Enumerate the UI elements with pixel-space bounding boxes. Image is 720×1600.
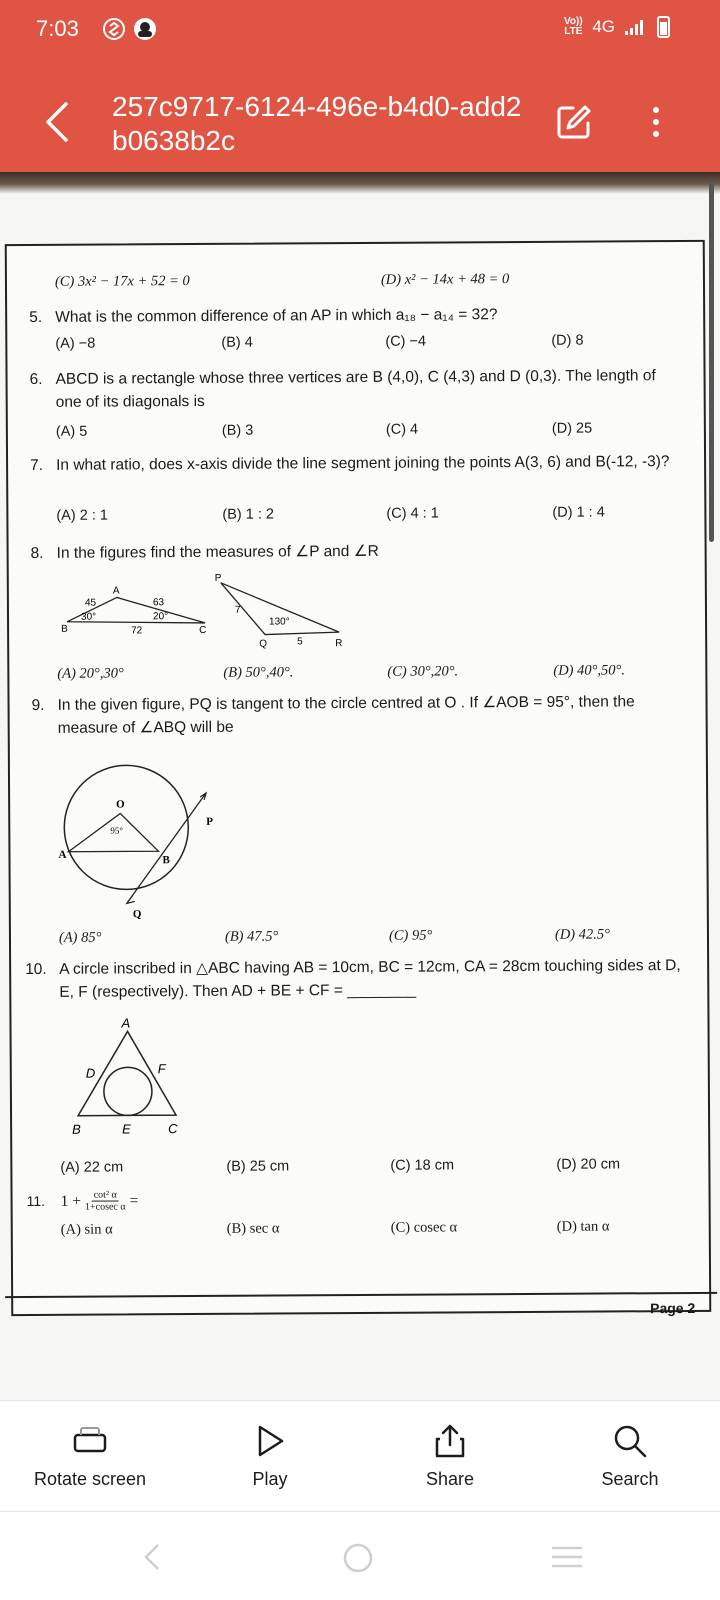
label-p: P — [214, 572, 222, 584]
question-number: 9. — [31, 696, 45, 714]
option: (C) 4 — [385, 421, 419, 438]
search-button[interactable] — [540, 1401, 720, 1513]
question-text: In the given figure, PQ is tangent to the circle centred at O . If ∠AOB = 95°, then the measure of ∠ABQ will be — [57, 693, 635, 737]
numerator: cot² α — [92, 1189, 119, 1201]
rotate-screen-button[interactable] — [0, 1401, 180, 1513]
option: (D) 25 — [551, 420, 593, 437]
nav-home-icon[interactable] — [342, 1542, 374, 1574]
option: (C) 30°,20°. — [387, 663, 459, 680]
option: (A) sin α — [60, 1221, 113, 1238]
option: (B) 3 — [221, 422, 254, 439]
label-c: C — [199, 624, 207, 636]
question-number: 7. — [30, 456, 44, 474]
label-b: B — [61, 623, 68, 635]
label-q: Q — [259, 638, 267, 650]
option: (D) 20 cm — [556, 1156, 621, 1173]
question-8 — [30, 538, 687, 565]
question-number: 6. — [29, 370, 43, 388]
q10-options — [60, 1156, 680, 1182]
side-qr: 5 — [297, 636, 303, 648]
more-options-icon[interactable] — [648, 104, 664, 140]
question-6 — [29, 364, 685, 414]
scan-edge — [0, 172, 720, 194]
search-icon — [612, 1423, 648, 1459]
question-text: ABCD is a rectangle whose three vertices are B (4,0), C (4,3) and D (0,3). The length of one of its diagonals is — [55, 367, 656, 411]
edit-icon[interactable] — [556, 104, 592, 140]
option: (C) 18 cm — [390, 1157, 455, 1174]
label-a: A — [58, 848, 67, 861]
share-button[interactable] — [360, 1401, 540, 1513]
app-header — [0, 0, 720, 172]
label-b: B — [162, 854, 170, 867]
network-type: 4G — [592, 17, 615, 36]
share-icon — [432, 1423, 468, 1459]
option: (A) 2 : 1 — [56, 507, 109, 524]
play-icon — [252, 1423, 288, 1459]
status-right — [562, 16, 670, 38]
q10-incircle-figure — [63, 1015, 194, 1140]
option: (A) 22 cm — [60, 1159, 124, 1176]
option: (C) 3x² − 17x + 52 = 0 — [54, 273, 190, 290]
option: (A) −8 — [55, 335, 96, 352]
signal-icon — [623, 18, 645, 36]
option: (B) 4 — [221, 334, 253, 351]
q11-expression — [61, 1186, 691, 1213]
label-d: D — [85, 1065, 96, 1081]
q8-figures — [59, 572, 359, 656]
expr-lead: 1 + — [60, 1192, 82, 1210]
question-number: 8. — [30, 544, 44, 562]
system-navigation-bar — [0, 1512, 720, 1600]
option: (B) 50°,40°. — [223, 664, 294, 681]
option: (D) tan α — [556, 1218, 610, 1235]
search-label: Search — [601, 1469, 659, 1489]
q7-options — [56, 504, 676, 530]
side-ac: 63 — [152, 597, 165, 609]
document-title: 257c9717-6124-496e-b4d0-add2b0638b2c — [112, 91, 522, 156]
share-label: Share — [425, 1469, 475, 1489]
option: (C) −4 — [385, 333, 427, 350]
rotate-screen-label: Rotate screen — [33, 1469, 147, 1489]
option: (A) 20°,30° — [57, 665, 124, 682]
label-a: A — [121, 1015, 131, 1031]
side-pq: 7 — [234, 604, 241, 616]
label-f: F — [157, 1061, 166, 1077]
nav-back-icon[interactable] — [140, 1542, 164, 1572]
q9-options — [59, 926, 679, 952]
label-p: P — [206, 815, 214, 828]
angle-q: 130° — [269, 616, 290, 628]
question-9 — [31, 690, 687, 740]
rotate-screen-icon — [72, 1423, 108, 1459]
angle-1: 30° — [80, 611, 97, 623]
q8-options — [57, 662, 677, 688]
question-number: 11. — [26, 1192, 46, 1210]
option: (C) 4 : 1 — [386, 505, 439, 522]
status-bar — [0, 0, 720, 62]
angle-aob: 95° — [110, 825, 123, 836]
back-arrow-icon[interactable] — [42, 100, 72, 144]
triangle-abc-figure — [61, 585, 207, 637]
play-label: Play — [252, 1469, 288, 1489]
question-paper-page — [5, 240, 712, 1316]
page-divider — [5, 1292, 717, 1298]
question-11 — [26, 1186, 691, 1213]
avatar-icon — [133, 17, 157, 41]
label-c: C — [168, 1121, 178, 1137]
option: (D) 40°,50°. — [553, 662, 626, 679]
angle-2: 20° — [152, 611, 169, 623]
q4-options — [55, 270, 675, 296]
fraction — [85, 1189, 126, 1212]
option: (D) 1 : 4 — [552, 504, 605, 521]
option: (A) 85° — [58, 929, 102, 946]
battery-icon — [657, 16, 670, 38]
question-number: 5. — [29, 308, 43, 326]
question-5 — [29, 302, 685, 329]
option: (A) 5 — [55, 423, 88, 440]
option: (D) x² − 14x + 48 = 0 — [380, 271, 510, 288]
question-7 — [30, 450, 686, 477]
q6-options — [56, 420, 676, 446]
label-r: R — [335, 638, 343, 650]
bottom-toolbar — [0, 1400, 720, 1512]
question-text: A circle inscribed in △ABC having AB = 10cm, BC = 12cm, CA = 28cm touching sides at D, E, F (respectively). Then AD + BE + CF = ________ — [59, 957, 681, 1001]
side-ab: 45 — [84, 597, 97, 609]
label-e: E — [122, 1121, 131, 1137]
question-text: What is the common difference of an AP in which a₁₈ − a₁₄ = 32? — [55, 306, 498, 326]
q5-options — [55, 332, 675, 358]
option: (B) sec α — [226, 1220, 280, 1237]
scrollbar[interactable] — [709, 182, 714, 542]
expr-trail: = — [129, 1192, 139, 1210]
question-text: In what ratio, does x-axis divide the line segment joining the points A(3, 6) and B(-12, -3)? — [56, 453, 670, 474]
option: (C) 95° — [388, 927, 433, 944]
label-b: B — [72, 1121, 81, 1137]
denominator: 1+cosec α — [84, 1201, 126, 1213]
triangle-pqr-figure — [215, 572, 343, 650]
question-number: 10. — [25, 960, 47, 979]
question-text: In the figures find the measures of ∠P and ∠R — [56, 542, 379, 562]
label-a: A — [112, 585, 120, 597]
status-time: 7:03 — [36, 16, 79, 41]
q11-options — [61, 1218, 681, 1244]
q9-circle-figure — [54, 753, 235, 924]
play-button[interactable] — [180, 1401, 360, 1513]
volte-indicator: Vo)) LTE — [563, 16, 583, 37]
side-bc: 72 — [131, 625, 143, 637]
option: (B) 25 cm — [226, 1158, 290, 1175]
option: (C) cosec α — [390, 1219, 458, 1236]
option: (D) 8 — [551, 332, 584, 349]
label-q: Q — [132, 908, 142, 921]
page-number: Page 2 — [650, 1299, 696, 1317]
document-viewer[interactable] — [0, 172, 720, 1400]
nav-recents-icon[interactable] — [550, 1544, 584, 1570]
label-o: O — [116, 798, 125, 811]
option: (D) 42.5° — [554, 926, 610, 943]
option: (B) 1 : 2 — [222, 506, 275, 523]
question-10 — [25, 954, 689, 1004]
shazam-icon — [102, 17, 126, 41]
option: (B) 47.5° — [224, 928, 279, 945]
